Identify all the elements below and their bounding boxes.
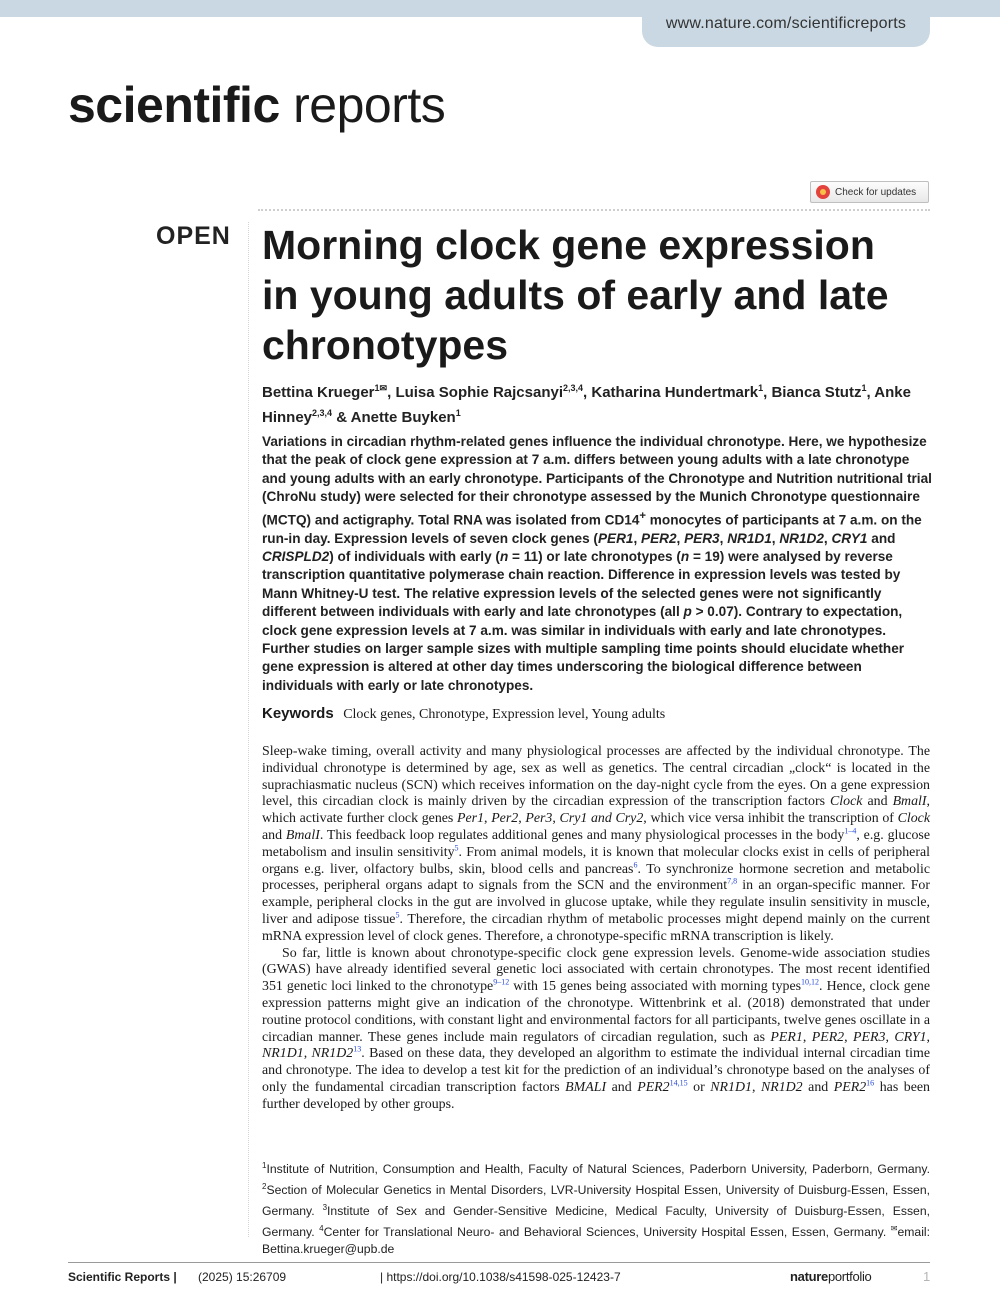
italic-term: NR1D1 — [727, 530, 772, 546]
author-affiliation-sup: 1 — [861, 383, 867, 393]
superscript-ref: 16 — [866, 1078, 875, 1088]
keywords — [262, 705, 930, 723]
column-divider — [248, 222, 249, 1237]
italic-term: CRY1 — [831, 530, 868, 546]
italic-term: BmalI — [892, 794, 927, 810]
title-line: in young adults of early and late — [262, 272, 889, 318]
italic-term: BmalI — [285, 827, 320, 843]
italic-term: NR1D1 — [262, 1046, 304, 1062]
italic-term: BMALI — [565, 1079, 607, 1095]
italic-term: PER3 — [853, 1029, 886, 1045]
author-list: Bettina Krueger$^{1✉}$, Luisa Sophie Rajcsanyi$^{2,3,4}$, Katharina Hundertmark$^1$, Bianca Stutz$^1$, Anke Hinney$^{2,3,4}$ & Anette Buyken$^1$ — [262, 383, 911, 426]
superscript-ref: 2 — [262, 1182, 267, 1192]
italic-term: PER2 — [833, 1079, 867, 1095]
italic-term: NR1D2 — [760, 1079, 803, 1095]
italic-term: NR1D2 — [779, 530, 824, 546]
italic-term: PER1 — [597, 530, 634, 546]
divider — [258, 209, 930, 211]
italic-term: PER2 — [637, 1079, 670, 1095]
superscript-ref: 5 — [454, 843, 459, 853]
superscript-ref: + — [639, 509, 647, 522]
keywords-list: Clock genes, Chronotype, Expression level, Young adults — [343, 707, 666, 722]
italic-term: Per2 — [491, 811, 519, 827]
italic-term: n — [680, 548, 690, 564]
italic-term: n — [499, 548, 509, 564]
author-name[interactable]: Anette Buyken$^1$ — [350, 408, 461, 426]
italic-term: Per1 — [457, 811, 485, 827]
title-line: chronotypes — [262, 322, 509, 368]
journal-logo[interactable] — [68, 77, 446, 133]
superscript-ref: ✉ — [890, 1224, 898, 1234]
body-text — [262, 744, 930, 1114]
publisher-logo[interactable] — [790, 1269, 872, 1284]
superscript-ref: 13 — [353, 1044, 362, 1054]
superscript-ref: 1–4 — [844, 826, 857, 836]
publisher-light: portfolio — [827, 1269, 872, 1284]
italic-term: Per3 — [525, 811, 553, 827]
author-affiliation-sup: 1 — [758, 383, 764, 393]
check-for-updates-label: Check for updates — [835, 186, 917, 198]
italic-term: PER3 — [684, 530, 720, 546]
affiliations: $^1$Institute of Nutrition, Consumption and Health, Faculty of Natural Sciences, Paderborn University, Paderborn, Germany. $^2$Section of Molecular Genetics in Mental Disorders, LVR-University Hospital Essen, University of Duisburg-Essen, Essen, Germany. $^3$Institute of Sex and Gender-Sensitive Medicine, Medical Faculty, University of Duisburg-Essen, Essen, Germany. $^4$Center for Translational Neuro- and Behavioral Sciences, University Hospital Essen, Essen, Germany. ✉email: Bettina.krueger@upb.de — [262, 1161, 930, 1257]
author-affiliation-sup: 2,3,4 — [563, 383, 584, 393]
italic-term: NR1D1 — [710, 1079, 752, 1095]
footer-rule — [68, 1262, 930, 1263]
abstract: Variations in circadian rhythm-related genes influence the individual chronotype. Here, we hypothesize that the peak of clock gene expression at 7 a.m. differs between young adults with a late chronotype and young adults with an early chronotype. Participants of the Chronotype and Nutrition nutritional trial (ChroNu study) were selected for their chronotype assessed by the Munich Chronotype questionnaire (MCTQ) and actigraphy. Total RNA was isolated from CD14+ monocytes of participants at 7 a.m. on the run-in day. Expression levels of seven clock genes (PER1, PER2, PER3, NR1D1, NR1D2, CRY1 and CRISPLD2) of individuals with early (n = 11) or late chronotypes (n = 19) were analysed by reverse transcription quantitative polymerase chain reaction. Difference in expression levels was tested by Mann Whitney-U test. The relative expression levels of the selected genes were not significantly different between individuals with early and late chronotypes (all p > 0.07). Contrary to expectation, clock gene expression levels at 7 a.m. was similar in individuals with early and late chronotypes. Further studies on larger sample sizes with multiple sampling time points should elucidate whether gene expression is altered at other day times underscoring the biological difference between individuals with early or late chronotypes. — [262, 434, 932, 693]
page-number: 1 — [923, 1269, 931, 1284]
logo-bold: scientific — [68, 77, 280, 133]
italic-term: PER2 — [811, 1029, 845, 1045]
author-name[interactable]: Bettina Krueger$^{1✉}$ — [262, 383, 388, 401]
superscript-ref: 10,12 — [801, 977, 820, 987]
superscript-ref: 1 — [262, 1161, 267, 1170]
italic-term: NR1D2 — [311, 1046, 354, 1062]
superscript-ref: 3 — [322, 1203, 328, 1213]
doi-link[interactable]: | https://doi.org/10.1038/s41598-025-12423-7 — [380, 1270, 621, 1284]
keywords-label: Keywords — [262, 705, 334, 722]
superscript-ref: 9–12 — [493, 977, 510, 987]
article-title — [262, 220, 922, 370]
publisher-bold: nature — [790, 1269, 828, 1284]
author-name[interactable]: Luisa Sophie Rajcsanyi$^{2,3,4}$ — [395, 383, 584, 401]
italic-term: PER1 — [770, 1029, 803, 1045]
italic-term: Cry1 and Cry2 — [559, 811, 644, 827]
superscript-ref: 5 — [395, 910, 400, 920]
italic-term: Clock — [897, 811, 930, 827]
footer-journal: Scientific Reports | — [68, 1270, 177, 1284]
body-paragraph: So far, little is known about chronotype-specific clock gene expression levels. Genome-wide association studies (GWAS) have already identified several genetic loci associated with certain chronotypes. The most recent identified 351 genetic loci linked to the chronotype$^{9-12}$ with 15 genes being associated with morning types$^{10,12}$. Hence, clock gene expression patterns might give an indication of the chronotype. Wittenbrink et al. (2018) demonstrated that under routine protocol conditions, with constant light and environmental factors for all participants, twelve genes oscillate in a circadian manner. These genes include main regulators of circadian regulation, such as PER1, PER2, PER3, CRY1, NR1D1, $NR1D2^{13}$. Based on these data, they developed an algorithm to estimate the individual internal circadian time and chronotype. The idea to develop a test kit for the prediction of an individual’s chronotype based on the analyses of only the fundamental circadian transcription factors BMALI and PER2$^{14,15}$ or NR1D1, NR1D2 and $PER2^{16}$ has been further developed by other groups. — [262, 945, 930, 1112]
italic-term: CRY1 — [894, 1029, 927, 1045]
envelope-icon[interactable]: ✉ — [379, 383, 388, 393]
superscript-ref: 14,15 — [669, 1078, 688, 1088]
italic-term: PER2 — [641, 530, 677, 546]
author-name[interactable]: Katharina Hundertmark$^1$ — [591, 383, 764, 401]
check-for-updates-button[interactable] — [810, 181, 929, 203]
title-line: Morning clock gene expression — [262, 222, 875, 268]
author-affiliation-sup: 1 — [374, 383, 380, 393]
author-affiliation-sup: 2,3,4 — [312, 408, 333, 418]
italic-term: p — [683, 604, 692, 620]
body-paragraph: Sleep-wake timing, overall activity and many physiological processes are affected by the individual chronotype. The individual chronotype is determined by age, sex as well as genetics. The central circadian „clock“ is located in the suprachiasmatic nucleus (SCN) which receives information on the day-night cycle from the eyes. On a gene expression level, this circadian clock is mainly driven by the circadian expression of the transcription factors Clock and BmalI, which activate further clock genes Per1, Per2, Per3, Cry1 and Cry2, which vice versa inhibit the transcription of Clock and BmalI. This feedback loop regulates additional genes and many physiological processes in the body$^{1-4}$, e.g. glucose metabolism and insulin sensitivity$^5$. From animal models, it is known that molecular clocks exist in cells of peripheral organs e.g. liver, olfactory bulbs, skin, blood cells and pancreas$^6$. To synchronize hormone secretion and metabolic processes, peripheral organs adapt to signals from the SCN and the environment$^{7,8}$ in an organ-specific manner. For example, peripheral clocks in the gut are involved in glucose uptake, while they regulate insulin sensitivity in muscle, liver and adipose tissue$^5$. Therefore, the circadian rhythm of metabolic processes might depend mainly on the current mRNA expression level of clock genes. Therefore, a chronotype-specific mRNA transcription is likely. — [262, 744, 930, 944]
superscript-ref: 4 — [319, 1224, 324, 1234]
author-name[interactable]: Anke Hinney$^{2,3,4}$ — [262, 384, 911, 426]
author-name[interactable]: Bianca Stutz$^1$ — [771, 383, 867, 401]
italic-term: CRISPLD2 — [262, 548, 330, 564]
open-access-label: OPEN — [156, 222, 231, 250]
journal-url-link[interactable]: www.nature.com/scientificreports — [642, 0, 930, 47]
superscript-ref: 7,8 — [727, 876, 738, 886]
footer-citation: (2025) 15:26709 — [198, 1270, 287, 1284]
italic-term: Clock — [830, 794, 863, 810]
logo-light: reports — [279, 77, 446, 133]
crossmark-icon — [816, 185, 830, 199]
superscript-ref: 6 — [633, 859, 638, 869]
author-affiliation-sup: 1 — [455, 408, 461, 418]
